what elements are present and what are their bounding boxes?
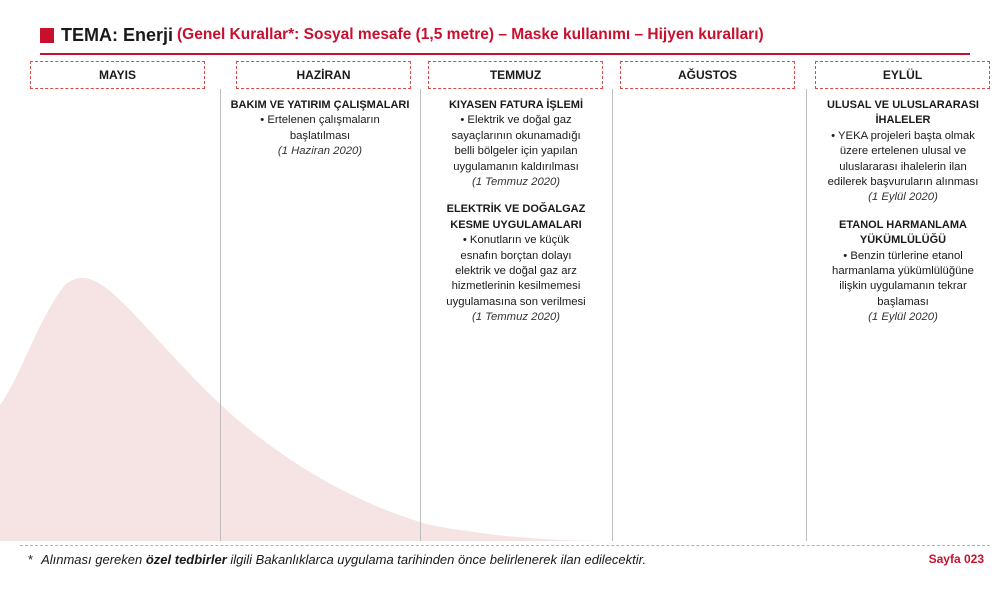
item-text: harmanlama yükümlülüğüne (832, 265, 974, 278)
item-title: İHALELER (875, 114, 931, 127)
item-text: başlaması (877, 295, 929, 308)
item-date: (1 Eylül 2020) (868, 191, 938, 204)
item-text: ilişkin uygulamanın tekrar (839, 280, 967, 293)
footnote-text-before: Alınması gereken (41, 552, 146, 567)
haziran-column (220, 98, 420, 172)
item-text: belli bölgeler için yapılan (454, 145, 578, 158)
month-header-mayis: MAYIS (30, 61, 205, 89)
footnote-text-after: ilgili Bakanlıklarca uygulama tarihinden önce belirlenerek ilan edilecektir. (226, 552, 647, 567)
month-header-eylul: EYLÜL (815, 61, 990, 89)
item-text: hizmetlerinin kesilmemesi (451, 280, 581, 293)
footnote (28, 552, 646, 567)
item-title: KESME UYGULAMALARI (450, 218, 582, 231)
item-text: • Ertelenen çalışmaların (260, 114, 380, 127)
item-date: (1 Temmuz 2020) (471, 176, 561, 189)
month-header-agustos: AĞUSTOS (620, 61, 795, 89)
list-item (806, 218, 1000, 326)
item-title: ETANOL HARMANLAMA (839, 218, 967, 231)
month-header-haziran: HAZİRAN (236, 61, 411, 89)
temmuz-column (420, 98, 612, 338)
title-marker-icon (40, 28, 54, 43)
item-text: • YEKA projeleri başta olmak (831, 129, 975, 142)
page-number: Sayfa 023 (928, 552, 984, 566)
footnote-marker: * (28, 552, 34, 567)
slide-title (40, 21, 764, 49)
item-text: uygulamanın kaldırılması (453, 160, 579, 173)
item-text: • Elektrik ve doğal gaz (460, 114, 572, 127)
item-text: • Konutların ve küçük (462, 234, 570, 247)
list-item (806, 98, 1000, 206)
item-title: YÜKÜMLÜLÜĞÜ (859, 234, 947, 247)
item-text: • Benzin türlerine etanol (843, 249, 963, 262)
title-sub: (Genel Kurallar*: Sosyal mesafe (1,5 metre) – Maske kullanımı – Hijyen kuralları) (177, 26, 764, 43)
item-text: üzere ertelenen ulusal ve (839, 145, 967, 158)
item-text: sayaçlarının okunamadığı (451, 129, 581, 142)
item-title: BAKIM VE YATIRIM ÇALIŞMALARI (230, 99, 410, 111)
list-item (420, 202, 612, 325)
title-underline (40, 53, 970, 55)
item-title: KIYASEN FATURA İŞLEMİ (448, 99, 584, 111)
list-item (420, 98, 612, 190)
item-text: uluslararası ihalelerin ilan (839, 160, 967, 173)
item-text: başlatılması (289, 129, 351, 142)
item-text: esnafın borçtan dolayı (460, 249, 572, 262)
footnote-emphasis: özel tedbirler (145, 552, 227, 567)
item-title: ULUSAL VE ULUSLARARASI (827, 99, 979, 111)
eylul-column (806, 98, 1000, 338)
list-item (220, 98, 420, 160)
item-text: edilerek başvuruların alınması (827, 176, 979, 189)
item-title: ELEKTRİK VE DOĞALGAZ (446, 203, 586, 216)
item-text: uygulamasına son verilmesi (446, 295, 586, 308)
item-text: elektrik ve doğal gaz arz (455, 265, 577, 278)
title-main: TEMA: Enerji (61, 24, 174, 45)
month-header-temmuz: TEMMUZ (428, 61, 603, 89)
item-date: (1 Temmuz 2020) (471, 311, 561, 324)
footer-divider (20, 545, 990, 546)
column-divider (612, 89, 613, 541)
item-date: (1 Haziran 2020) (277, 145, 363, 158)
item-date: (1 Eylül 2020) (868, 311, 938, 324)
